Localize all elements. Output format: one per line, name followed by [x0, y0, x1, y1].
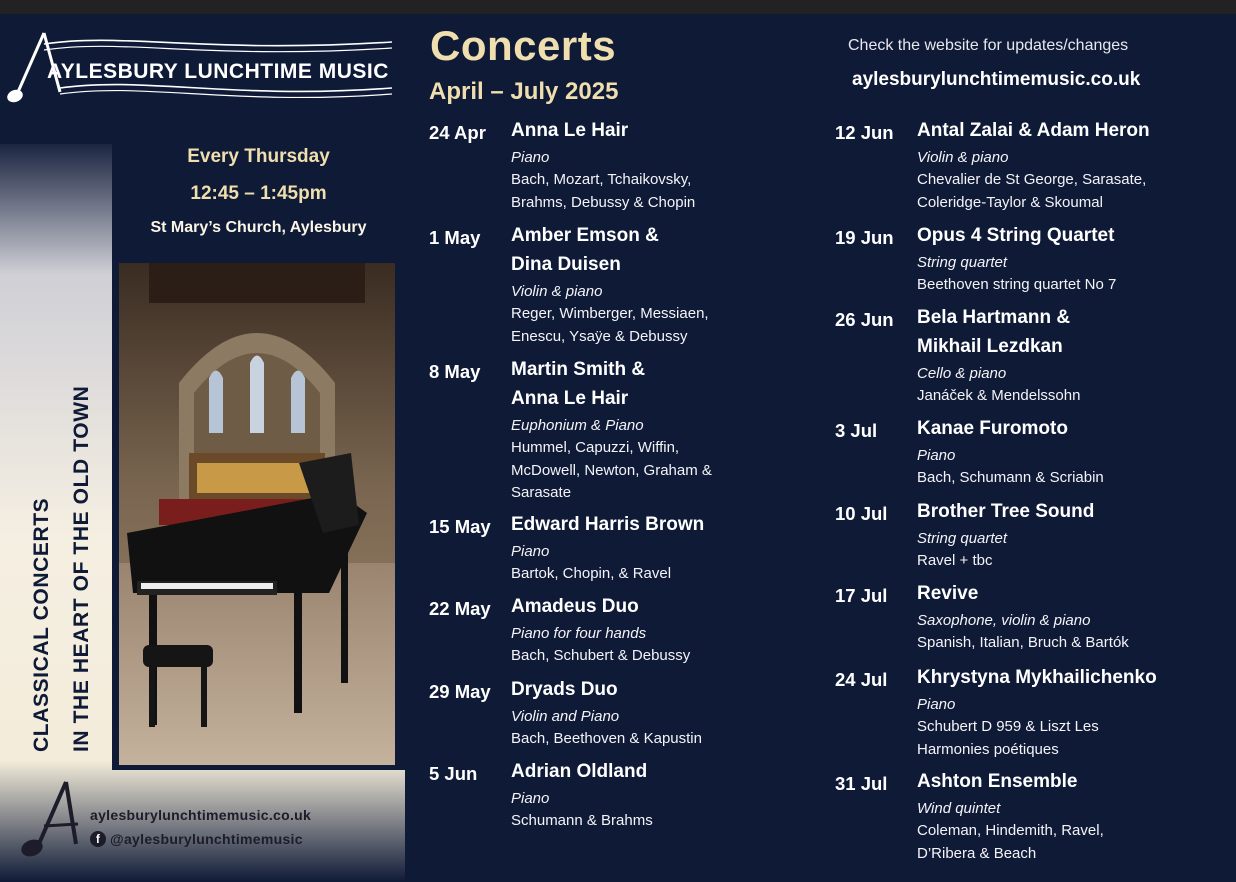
- program-line: Coleridge-Taylor & Skoumal: [917, 193, 1103, 211]
- updates-note: Check the website for updates/changes: [848, 37, 1129, 54]
- concert-date: 29 May: [429, 681, 491, 702]
- concert-date: 12 Jun: [835, 122, 894, 143]
- instrumentation: Euphonium & Piano: [511, 417, 644, 434]
- facebook-handle: @aylesburylunchtimemusic: [110, 831, 303, 847]
- instrumentation: Piano: [511, 149, 550, 166]
- instrumentation: Violin & piano: [511, 283, 603, 300]
- instrumentation: Piano: [917, 447, 956, 464]
- program-line: Bach, Beethoven & Kapustin: [511, 730, 702, 747]
- concert-date: 8 May: [429, 361, 481, 382]
- instrumentation: Piano: [511, 543, 550, 560]
- performer-name: Anna Le Hair: [511, 120, 629, 141]
- instrumentation: Saxophone, violin & piano: [917, 612, 1091, 629]
- performer-name: Amber Emson &: [511, 225, 659, 246]
- concert-date: 15 May: [429, 516, 491, 537]
- performer-name: Amadeus Duo: [511, 596, 639, 617]
- performer-name: Mikhail Lezdkan: [917, 336, 1063, 357]
- program-line: Spanish, Italian, Bruch & Bartók: [917, 634, 1129, 651]
- performer-name: Ashton Ensemble: [917, 771, 1078, 792]
- concert-date: 22 May: [429, 598, 491, 619]
- top-bar: [0, 0, 1236, 14]
- program-line: Coleman, Hindemith, Ravel,: [917, 822, 1104, 839]
- schedule-venue: St Mary’s Church, Aylesbury: [150, 219, 367, 236]
- instrumentation: Violin and Piano: [511, 708, 620, 725]
- program-line: Hummel, Capuzzi, Wiffin,: [511, 439, 680, 456]
- header-website[interactable]: aylesburylunchtimemusic.co.uk: [852, 69, 1141, 90]
- instrumentation: Piano: [511, 790, 550, 807]
- program-line: McDowell, Newton, Graham &: [511, 461, 712, 479]
- concert-date: 3 Jul: [835, 420, 878, 441]
- performer-name: Anna Le Hair: [511, 388, 629, 409]
- logo-mark-small: [14, 778, 88, 860]
- instrumentation: Wind quintet: [917, 800, 1001, 817]
- page-subtitle: April – July 2025: [429, 78, 619, 105]
- program-line: Bach, Mozart, Tchaikovsky,: [511, 171, 692, 188]
- concert-date: 10 Jul: [835, 503, 888, 524]
- program-line: D’Ribera & Beach: [917, 844, 1037, 862]
- footer-website[interactable]: aylesburylunchtimemusic.co.uk: [90, 807, 312, 823]
- program-line: Schumann & Brahms: [511, 812, 653, 829]
- concert-date: 24 Jul: [835, 669, 888, 690]
- footer-facebook[interactable]: [90, 831, 303, 847]
- performer-name: Bela Hartmann &: [917, 307, 1071, 328]
- performer-name: Kanae Furomoto: [917, 418, 1068, 439]
- performer-name: Brother Tree Sound: [917, 501, 1095, 522]
- schedule-day: Every Thursday: [187, 146, 330, 167]
- tagline-line2: IN THE HEART OF THE OLD TOWN: [70, 385, 93, 752]
- program-line: Enescu, Ysaÿe & Debussy: [511, 327, 688, 345]
- program-line: Schubert D 959 & Liszt Les: [917, 718, 1099, 735]
- concert-date: 1 May: [429, 227, 481, 248]
- performer-name: Adrian Oldland: [511, 761, 648, 782]
- program-line: Bartok, Chopin, & Ravel: [511, 565, 672, 582]
- concert-date: 26 Jun: [835, 309, 894, 330]
- vertical-tagline: [18, 325, 98, 755]
- instrumentation: String quartet: [917, 530, 1008, 547]
- page-title: Concerts: [430, 22, 617, 69]
- schedule-time: 12:45 – 1:45pm: [190, 183, 327, 204]
- performer-name: Martin Smith &: [511, 359, 646, 380]
- instrumentation: Violin & piano: [917, 149, 1009, 166]
- program-line: Harmonies poétiques: [917, 740, 1059, 758]
- instrumentation: String quartet: [917, 254, 1008, 271]
- program-line: Chevalier de St George, Sarasate,: [917, 171, 1147, 188]
- facebook-icon: f: [90, 831, 106, 847]
- performer-name: Dryads Duo: [511, 679, 618, 700]
- concert-date: 17 Jul: [835, 585, 888, 606]
- instrumentation: Piano: [917, 696, 956, 713]
- program-line: Bach, Schumann & Scriabin: [917, 469, 1104, 486]
- program-line: Reger, Wimberger, Messiaen,: [511, 305, 709, 322]
- tagline-line1: CLASSICAL CONCERTS: [30, 497, 53, 752]
- program-line: Sarasate: [511, 484, 572, 501]
- instrumentation: Cello & piano: [917, 365, 1007, 382]
- program-line: Janáček & Mendelssohn: [917, 387, 1081, 404]
- concert-date: 19 Jun: [835, 227, 894, 248]
- performer-name: Revive: [917, 583, 979, 604]
- concert-date: 31 Jul: [835, 773, 888, 794]
- performer-name: Opus 4 String Quartet: [917, 225, 1115, 246]
- performer-name: Edward Harris Brown: [511, 514, 705, 535]
- concert-date: 5 Jun: [429, 763, 478, 784]
- church-piano-photo: [119, 263, 395, 765]
- program-line: Brahms, Debussy & Chopin: [511, 193, 696, 211]
- performer-name: Khrystyna Mykhailichenko: [917, 667, 1157, 688]
- brand-name: AYLESBURY LUNCHTIME MUSIC: [47, 60, 389, 83]
- program-line: Beethoven string quartet No 7: [917, 276, 1117, 293]
- performer-name: Dina Duisen: [511, 254, 621, 275]
- concert-date: 24 Apr: [429, 122, 486, 143]
- program-line: Bach, Schubert & Debussy: [511, 647, 691, 664]
- instrumentation: Piano for four hands: [511, 625, 647, 642]
- performer-name: Antal Zalai & Adam Heron: [917, 120, 1150, 141]
- program-line: Ravel + tbc: [917, 552, 993, 569]
